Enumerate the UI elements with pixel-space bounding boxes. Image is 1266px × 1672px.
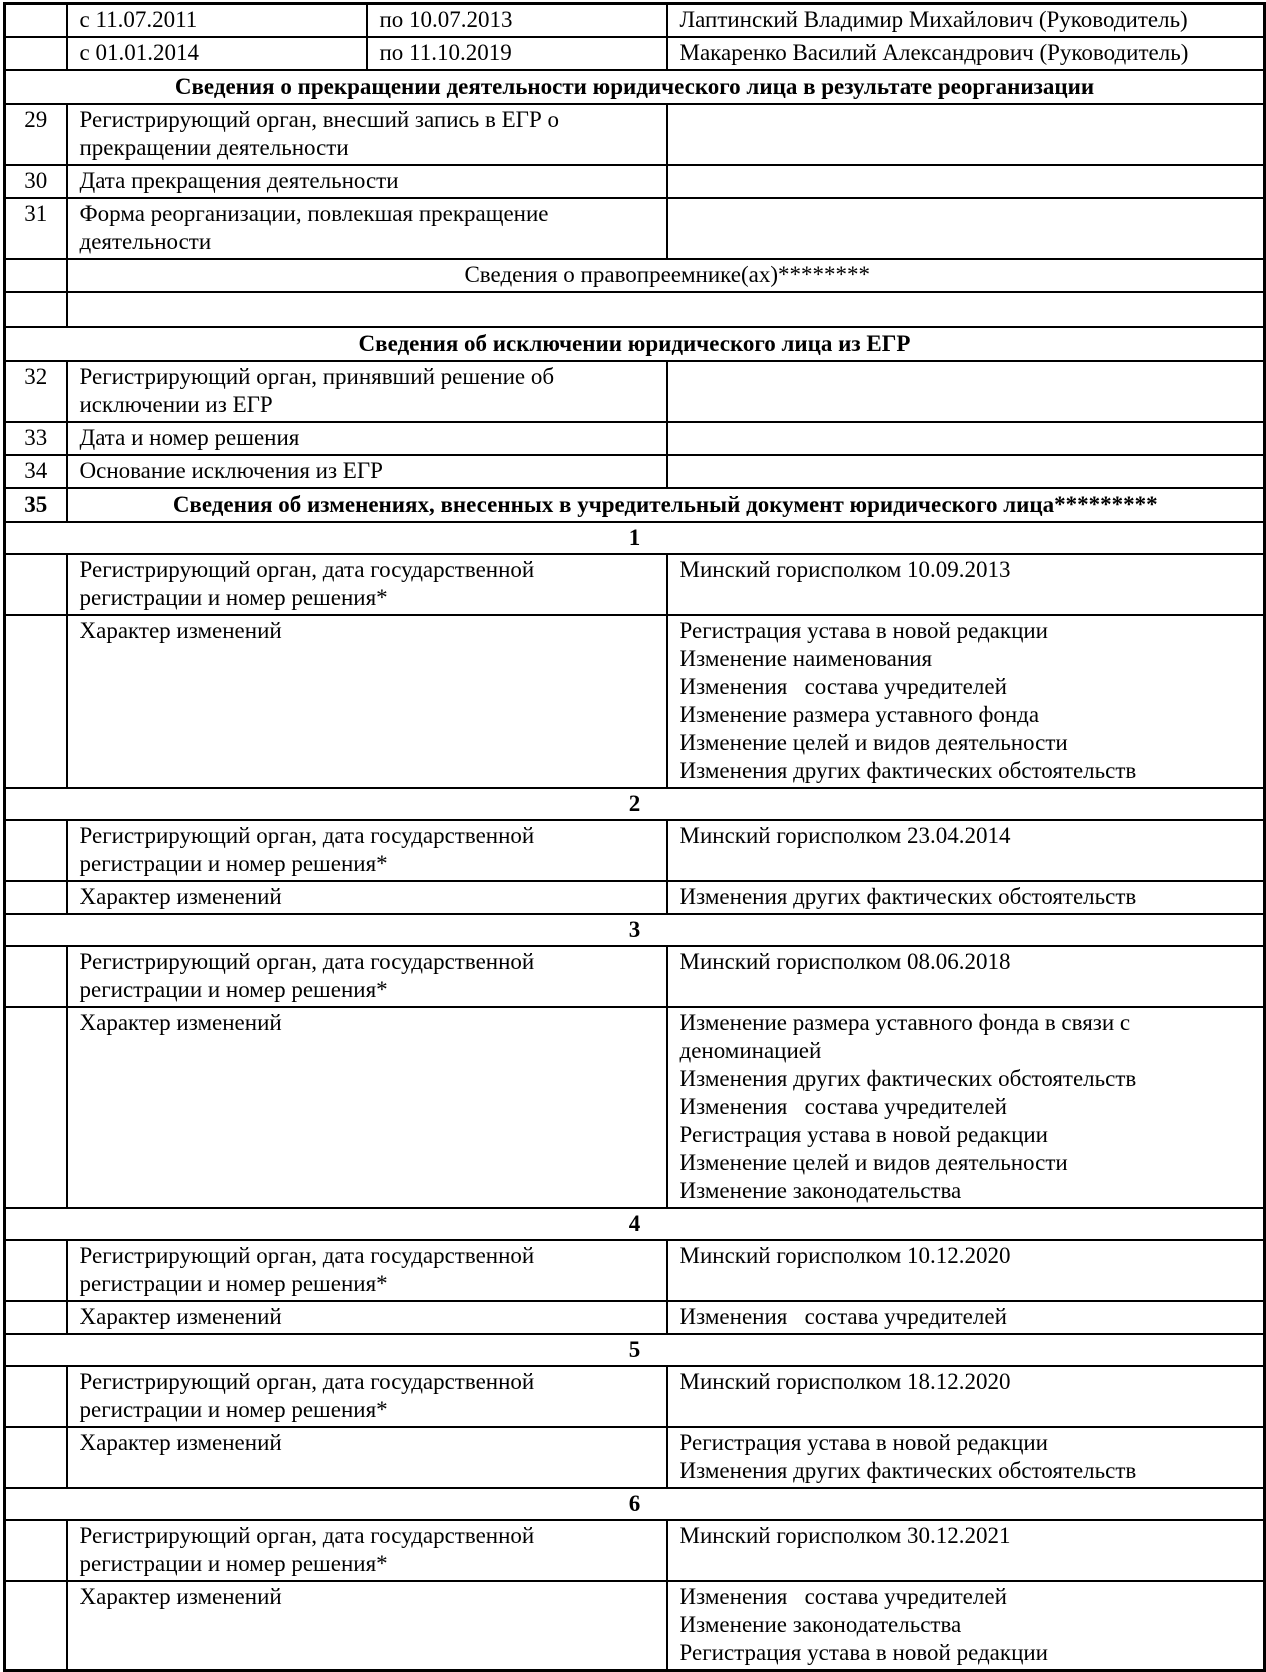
entry-authority-row xyxy=(5,1366,1265,1427)
successor-header-row xyxy=(5,259,1265,292)
person-cell: Лаптинский Владимир Михайлович (Руководитель) xyxy=(667,4,1265,38)
row-number-cell xyxy=(5,1366,67,1427)
entry-authority-row xyxy=(5,946,1265,1007)
table-row-32 xyxy=(5,361,1265,422)
table-row-29 xyxy=(5,104,1265,165)
row-value-cell xyxy=(667,422,1265,455)
entry-reg-label-cell: Регистрирующий орган, дата государственной регистрации и номер решения* xyxy=(67,1366,667,1427)
entry-reg-label-cell: Регистрирующий орган, дата государственной регистрации и номер решения* xyxy=(67,1240,667,1301)
row-value-cell xyxy=(667,165,1265,198)
row-label-cell: Основание исключения из ЕГР xyxy=(67,455,667,488)
entry-authority-row xyxy=(5,1240,1265,1301)
change-item: Регистрация устава в новой редакции xyxy=(679,1430,1048,1455)
entry-index-row xyxy=(5,522,1265,554)
row-label-cell: Дата прекращения деятельности xyxy=(67,165,667,198)
entry-authority-cell: Минский горисполком 18.12.2020 xyxy=(667,1366,1265,1427)
row-number-cell: 29 xyxy=(5,104,67,165)
entry-authority-cell: Минский горисполком 30.12.2021 xyxy=(667,1520,1265,1581)
change-item: Изменения состава учредителей xyxy=(679,1584,1007,1609)
entry-changes-row xyxy=(5,1007,1265,1208)
section-header-row-exclusion xyxy=(5,327,1265,361)
entry-index: 4 xyxy=(5,1208,1265,1240)
change-item: Изменения состава учредителей xyxy=(679,1304,1007,1329)
entry-changes-cell xyxy=(667,1427,1265,1488)
row-number-cell: 33 xyxy=(5,422,67,455)
entry-reg-label-cell: Регистрирующий орган, дата государственной регистрации и номер решения* xyxy=(67,946,667,1007)
change-item: Изменение наименования xyxy=(679,646,933,671)
section-header: Сведения об исключении юридического лица из ЕГР xyxy=(5,327,1265,361)
row-value-cell xyxy=(667,455,1265,488)
successor-header: Сведения о правопреемнике(ах)******** xyxy=(67,259,1265,292)
entry-index: 5 xyxy=(5,1334,1265,1366)
row-number-cell xyxy=(5,1007,67,1208)
entry-authority-row xyxy=(5,554,1265,615)
entry-index-row xyxy=(5,1488,1265,1520)
section-header-row-amendments xyxy=(5,488,1265,522)
table-row-30 xyxy=(5,165,1265,198)
entry-authority-row xyxy=(5,820,1265,881)
change-item: Изменения других фактических обстоятельств xyxy=(679,758,1137,783)
change-item: Изменение размера уставного фонда в связи с деноминацией xyxy=(679,1010,1136,1063)
row-number-cell xyxy=(5,881,67,914)
change-item: Изменение законодательства xyxy=(679,1178,962,1203)
egr-extract-table xyxy=(3,2,1266,1672)
change-item: Регистрация устава в новой редакции xyxy=(679,1640,1048,1665)
row-number-cell xyxy=(5,1240,67,1301)
row-label-cell: Регистрирующий орган, внесший запись в ЕГР о прекращении деятельности xyxy=(67,104,667,165)
row-number-cell xyxy=(5,1301,67,1334)
table-row-34 xyxy=(5,455,1265,488)
change-item: Изменение целей и видов деятельности xyxy=(679,730,1068,755)
section-header-row-termination xyxy=(5,70,1265,104)
entry-authority-cell: Минский горисполком 08.06.2018 xyxy=(667,946,1265,1007)
period-to-cell: по 11.10.2019 xyxy=(367,37,667,70)
table-row-33 xyxy=(5,422,1265,455)
table-row-31 xyxy=(5,198,1265,259)
entry-index: 1 xyxy=(5,522,1265,554)
row-label-cell: Форма реорганизации, повлекшая прекращение деятельности xyxy=(67,198,667,259)
period-to-cell: по 10.07.2013 xyxy=(367,4,667,38)
entry-changes-cell xyxy=(667,881,1265,914)
change-item: Изменения состава учредителей xyxy=(679,1094,1007,1119)
entry-changes-cell xyxy=(667,1301,1265,1334)
leader-period-row xyxy=(5,37,1265,70)
entry-index: 3 xyxy=(5,914,1265,946)
row-number-cell xyxy=(5,1427,67,1488)
change-item: Изменения состава учредителей xyxy=(679,674,1007,699)
row-number-cell xyxy=(5,1581,67,1671)
entry-reg-label-cell: Регистрирующий орган, дата государственной регистрации и номер решения* xyxy=(67,1520,667,1581)
entry-changes-row xyxy=(5,1581,1265,1671)
entry-changes-label-cell: Характер изменений xyxy=(67,881,667,914)
change-item: Изменения других фактических обстоятельств xyxy=(679,1458,1137,1483)
entry-authority-cell: Минский горисполком 10.12.2020 xyxy=(667,1240,1265,1301)
row-number-cell xyxy=(5,615,67,788)
change-item: Изменения других фактических обстоятельств xyxy=(679,884,1137,909)
entry-index-row xyxy=(5,1334,1265,1366)
change-item: Регистрация устава в новой редакции xyxy=(679,1122,1048,1147)
entry-changes-label-cell: Характер изменений xyxy=(67,1427,667,1488)
entry-changes-cell xyxy=(667,615,1265,788)
period-from-cell: с 11.07.2011 xyxy=(67,4,367,38)
change-item: Изменение размера уставного фонда xyxy=(679,702,1040,727)
row-number-cell xyxy=(5,946,67,1007)
row-number-cell: 32 xyxy=(5,361,67,422)
entry-index: 2 xyxy=(5,788,1265,820)
row-value-cell xyxy=(667,198,1265,259)
row-number-cell: 34 xyxy=(5,455,67,488)
row-number-cell: 30 xyxy=(5,165,67,198)
row-number-cell: 35 xyxy=(5,488,67,522)
row-value-cell xyxy=(667,104,1265,165)
change-item: Изменения других фактических обстоятельств xyxy=(679,1066,1137,1091)
section-header: Сведения об изменениях, внесенных в учредительный документ юридического лица********* xyxy=(67,488,1265,522)
entry-index: 6 xyxy=(5,1488,1265,1520)
row-number-cell xyxy=(5,259,67,292)
entry-changes-label-cell: Характер изменений xyxy=(67,1301,667,1334)
entry-changes-label-cell: Характер изменений xyxy=(67,1581,667,1671)
entry-changes-row xyxy=(5,1427,1265,1488)
row-label-cell: Дата и номер решения xyxy=(67,422,667,455)
entry-index-row xyxy=(5,788,1265,820)
entry-reg-label-cell: Регистрирующий орган, дата государственной регистрации и номер решения* xyxy=(67,820,667,881)
row-number-cell: 31 xyxy=(5,198,67,259)
entry-authority-cell: Минский горисполком 23.04.2014 xyxy=(667,820,1265,881)
entry-changes-label-cell: Характер изменений xyxy=(67,615,667,788)
period-from-cell: с 01.01.2014 xyxy=(67,37,367,70)
row-number-cell xyxy=(5,37,67,70)
change-item: Изменение законодательства xyxy=(679,1612,962,1637)
successor-empty-row xyxy=(5,292,1265,327)
entry-changes-cell xyxy=(667,1007,1265,1208)
entry-changes-cell xyxy=(667,1581,1265,1671)
change-item: Регистрация устава в новой редакции xyxy=(679,618,1048,643)
entry-changes-label-cell: Характер изменений xyxy=(67,1007,667,1208)
entry-authority-cell: Минский горисполком 10.09.2013 xyxy=(667,554,1265,615)
row-number-cell xyxy=(5,292,67,327)
entry-changes-row xyxy=(5,1301,1265,1334)
row-number-cell xyxy=(5,820,67,881)
row-value-cell xyxy=(667,361,1265,422)
entry-reg-label-cell: Регистрирующий орган, дата государственной регистрации и номер решения* xyxy=(67,554,667,615)
row-number-cell xyxy=(5,554,67,615)
change-item: Изменение целей и видов деятельности xyxy=(679,1150,1068,1175)
row-number-cell xyxy=(5,4,67,38)
entry-index-row xyxy=(5,914,1265,946)
leader-period-row xyxy=(5,4,1265,38)
entry-changes-row xyxy=(5,615,1265,788)
row-number-cell xyxy=(5,1520,67,1581)
row-label-cell: Регистрирующий орган, принявший решение об исключении из ЕГР xyxy=(67,361,667,422)
person-cell: Макаренко Василий Александрович (Руководитель) xyxy=(667,37,1265,70)
entry-changes-row xyxy=(5,881,1265,914)
successor-empty-cell xyxy=(67,292,1265,327)
section-header: Сведения о прекращении деятельности юридического лица в результате реорганизации xyxy=(5,70,1265,104)
entry-index-row xyxy=(5,1208,1265,1240)
entry-authority-row xyxy=(5,1520,1265,1581)
